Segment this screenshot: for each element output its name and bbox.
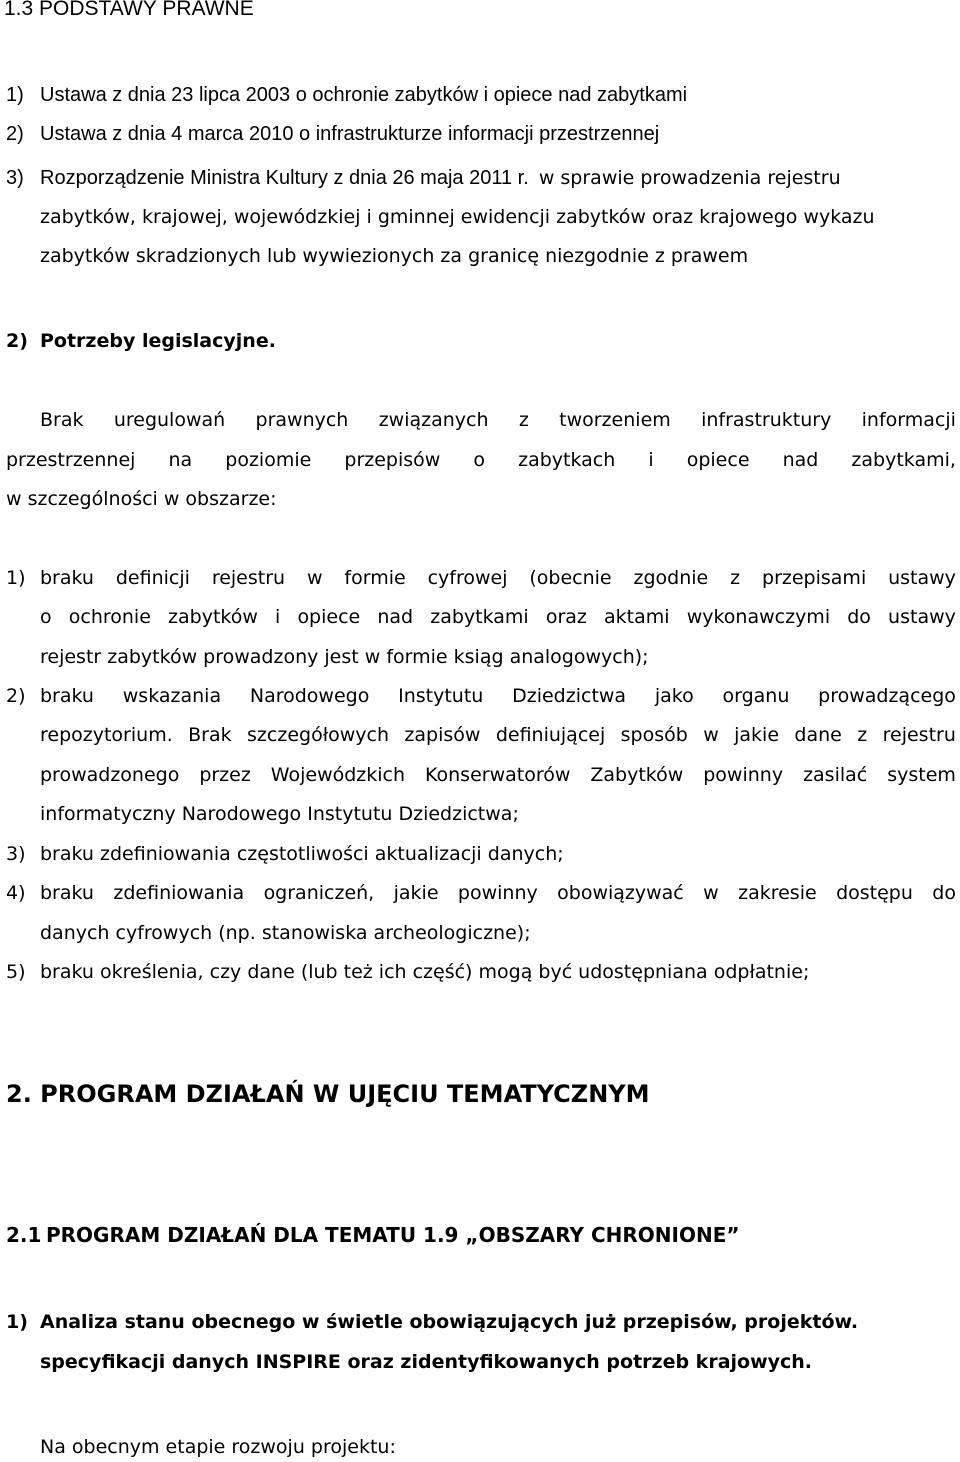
word: ochronie — [68, 606, 151, 628]
word: w — [703, 724, 719, 746]
needs-item-1-line-3: rejestr zabytków prowadzony jest w formie ksiąg analogowych); — [40, 646, 649, 668]
needs-item-5-number: 5) — [6, 961, 26, 983]
word: zakresie — [738, 882, 817, 904]
word: szczegółowych — [247, 724, 389, 746]
word: zgodnie — [633, 567, 709, 589]
word: nad — [782, 449, 819, 471]
word: przepisami — [762, 567, 867, 589]
legal-basis-1-number: 1) — [6, 84, 24, 106]
word: Zabytków — [590, 764, 684, 786]
needs-intro-line-3: w szczególności w obszarze: — [6, 488, 277, 510]
word: powinny — [703, 764, 784, 786]
word: zasilać — [803, 764, 868, 786]
needs-item-1-number: 1) — [6, 567, 26, 589]
needs-item-2-line-4: informatyczny Narodowego Instytutu Dziedzictwa; — [40, 803, 519, 825]
word: jakie — [734, 724, 780, 746]
needs-item-1-line-1 — [40, 565, 956, 591]
analysis-line-2: specyfikacji danych INSPIRE oraz zidentyfikowanych potrzeb krajowych. — [40, 1351, 813, 1373]
word: zapisów — [404, 724, 481, 746]
needs-item-2-line-1 — [40, 683, 956, 709]
word: zdefiniowania — [113, 882, 245, 904]
word: ustawy — [888, 606, 956, 628]
word: prowadzonego — [40, 764, 180, 786]
word: Brak — [40, 409, 84, 431]
heading-2-1: PROGRAM DZIAŁAŃ DLA TEMATU 1.9 „OBSZARY CHRONIONE” — [46, 1223, 740, 1247]
word: uregulowań — [113, 409, 226, 431]
needs-item-3-line-1: braku zdefiniowania częstotliwości aktualizacji danych; — [40, 843, 564, 865]
word: Narodowego — [249, 685, 370, 707]
legal-basis-3-line-3: zabytków skradzionych lub wywiezionych za granicę niezgodnie z prawem — [40, 245, 749, 267]
word: sposób — [620, 724, 688, 746]
heading-2: 2. PROGRAM DZIAŁAŃ W UJĘCIU TEMATYCZNYM — [6, 1080, 650, 1108]
word: nad — [377, 606, 414, 628]
needs-item-1-line-2 — [40, 604, 956, 630]
word: infrastruktury — [701, 409, 832, 431]
word: definiującej — [495, 724, 606, 746]
word: definicji — [115, 567, 190, 589]
word: Instytutu — [398, 685, 484, 707]
word: (obecnie — [529, 567, 612, 589]
legal-basis-2-number: 2) — [6, 123, 24, 145]
word: braku — [40, 567, 94, 589]
word: z — [518, 409, 529, 431]
word: ustawy — [888, 567, 956, 589]
needs-item-4-line-2: danych cyfrowych (np. stanowiska archeologiczne); — [40, 922, 531, 944]
analysis-line-1: Analiza stanu obecnego w świetle obowiązujących już przepisów, projektów. — [40, 1311, 859, 1333]
needs-heading: Potrzeby legislacyjne. — [40, 330, 276, 352]
word: organu — [722, 685, 790, 707]
word: o — [473, 449, 486, 471]
word: przepisów — [344, 449, 441, 471]
legal-basis-3-number: 3) — [6, 167, 24, 189]
word: zabytkami — [430, 606, 529, 628]
word: i — [275, 606, 281, 628]
word: na — [168, 449, 193, 471]
word: prowadzącego — [818, 685, 956, 707]
word: o — [40, 606, 52, 628]
word: przestrzennej — [6, 449, 136, 471]
word: do — [847, 606, 871, 628]
word: Wojewódzkich — [270, 764, 406, 786]
word: zabytków — [168, 606, 258, 628]
needs-item-2-line-2 — [40, 722, 956, 748]
needs-item-3-number: 3) — [6, 843, 26, 865]
legal-basis-2: Ustawa z dnia 4 marca 2010 o infrastrukturze informacji przestrzennej — [40, 123, 660, 145]
needs-item-4-number: 4) — [6, 882, 26, 904]
word: wskazania — [122, 685, 222, 707]
word: jakie — [393, 882, 439, 904]
word: cyfrowej — [427, 567, 508, 589]
needs-intro-line-1 — [40, 407, 956, 433]
legal-basis-3-line-1 — [40, 165, 841, 191]
word: braku — [40, 882, 94, 904]
closing-text: Na obecnym etapie rozwoju projektu: — [40, 1436, 396, 1458]
word: formie — [344, 567, 406, 589]
section-title: 1.3 PODSTAWY PRAWNE — [4, 0, 254, 20]
needs-item-5-line-1: braku określenia, czy dane (lub też ich część) mogą być udostępniana odpłatnie; — [40, 961, 810, 983]
word: tworzeniem — [559, 409, 671, 431]
word: jako — [654, 685, 694, 707]
needs-item-4-line-1 — [40, 880, 956, 906]
needs-item-2-line-3 — [40, 762, 956, 788]
word: dostępu — [836, 882, 913, 904]
word: wykonawczymi — [686, 606, 831, 628]
word: prawnych — [255, 409, 349, 431]
word: przez — [199, 764, 251, 786]
word: repozytorium. — [40, 724, 173, 746]
word: braku — [40, 685, 94, 707]
word: z — [730, 567, 741, 589]
word: informacji — [861, 409, 956, 431]
word: obowiązywać — [557, 882, 684, 904]
word: system — [887, 764, 956, 786]
needs-item-2-number: 2) — [6, 685, 26, 707]
word: ograniczeń, — [263, 882, 375, 904]
word: aktami — [604, 606, 670, 628]
word: z — [857, 724, 868, 746]
word: poziomie — [225, 449, 312, 471]
word: do — [932, 882, 956, 904]
word: powinny — [457, 882, 538, 904]
word: Dziedzictwa — [512, 685, 627, 707]
word: Konserwatorów — [425, 764, 571, 786]
word: opiece — [686, 449, 750, 471]
word: zabytkami, — [851, 449, 956, 471]
analysis-number: 1) — [6, 1311, 28, 1333]
legal-basis-3-line-2: zabytków, krajowej, wojewódzkiej i gminnej ewidencji zabytków oraz krajowego wykazu — [40, 206, 875, 228]
legal-basis-3-rest: w sprawie prowadzenia rejestru — [538, 167, 841, 189]
needs-number: 2) — [6, 330, 28, 352]
word: rejestru — [882, 724, 956, 746]
legal-basis-3-sans-part: Rozporządzenie Ministra Kultury z dnia 26 maja 2011 r. — [40, 167, 529, 189]
word: w — [306, 567, 323, 589]
heading-2-1-number: 2.1 — [6, 1223, 42, 1247]
word: i — [648, 449, 654, 471]
word: w — [703, 882, 719, 904]
word: związanych — [378, 409, 489, 431]
word: dane — [794, 724, 842, 746]
word: rejestru — [211, 567, 286, 589]
word: Brak — [188, 724, 232, 746]
word: opiece — [297, 606, 361, 628]
word: zabytkach — [518, 449, 616, 471]
legal-basis-1: Ustawa z dnia 23 lipca 2003 o ochronie zabytków i opiece nad zabytkami — [40, 84, 688, 106]
needs-intro-line-2 — [6, 447, 956, 473]
word: oraz — [545, 606, 587, 628]
